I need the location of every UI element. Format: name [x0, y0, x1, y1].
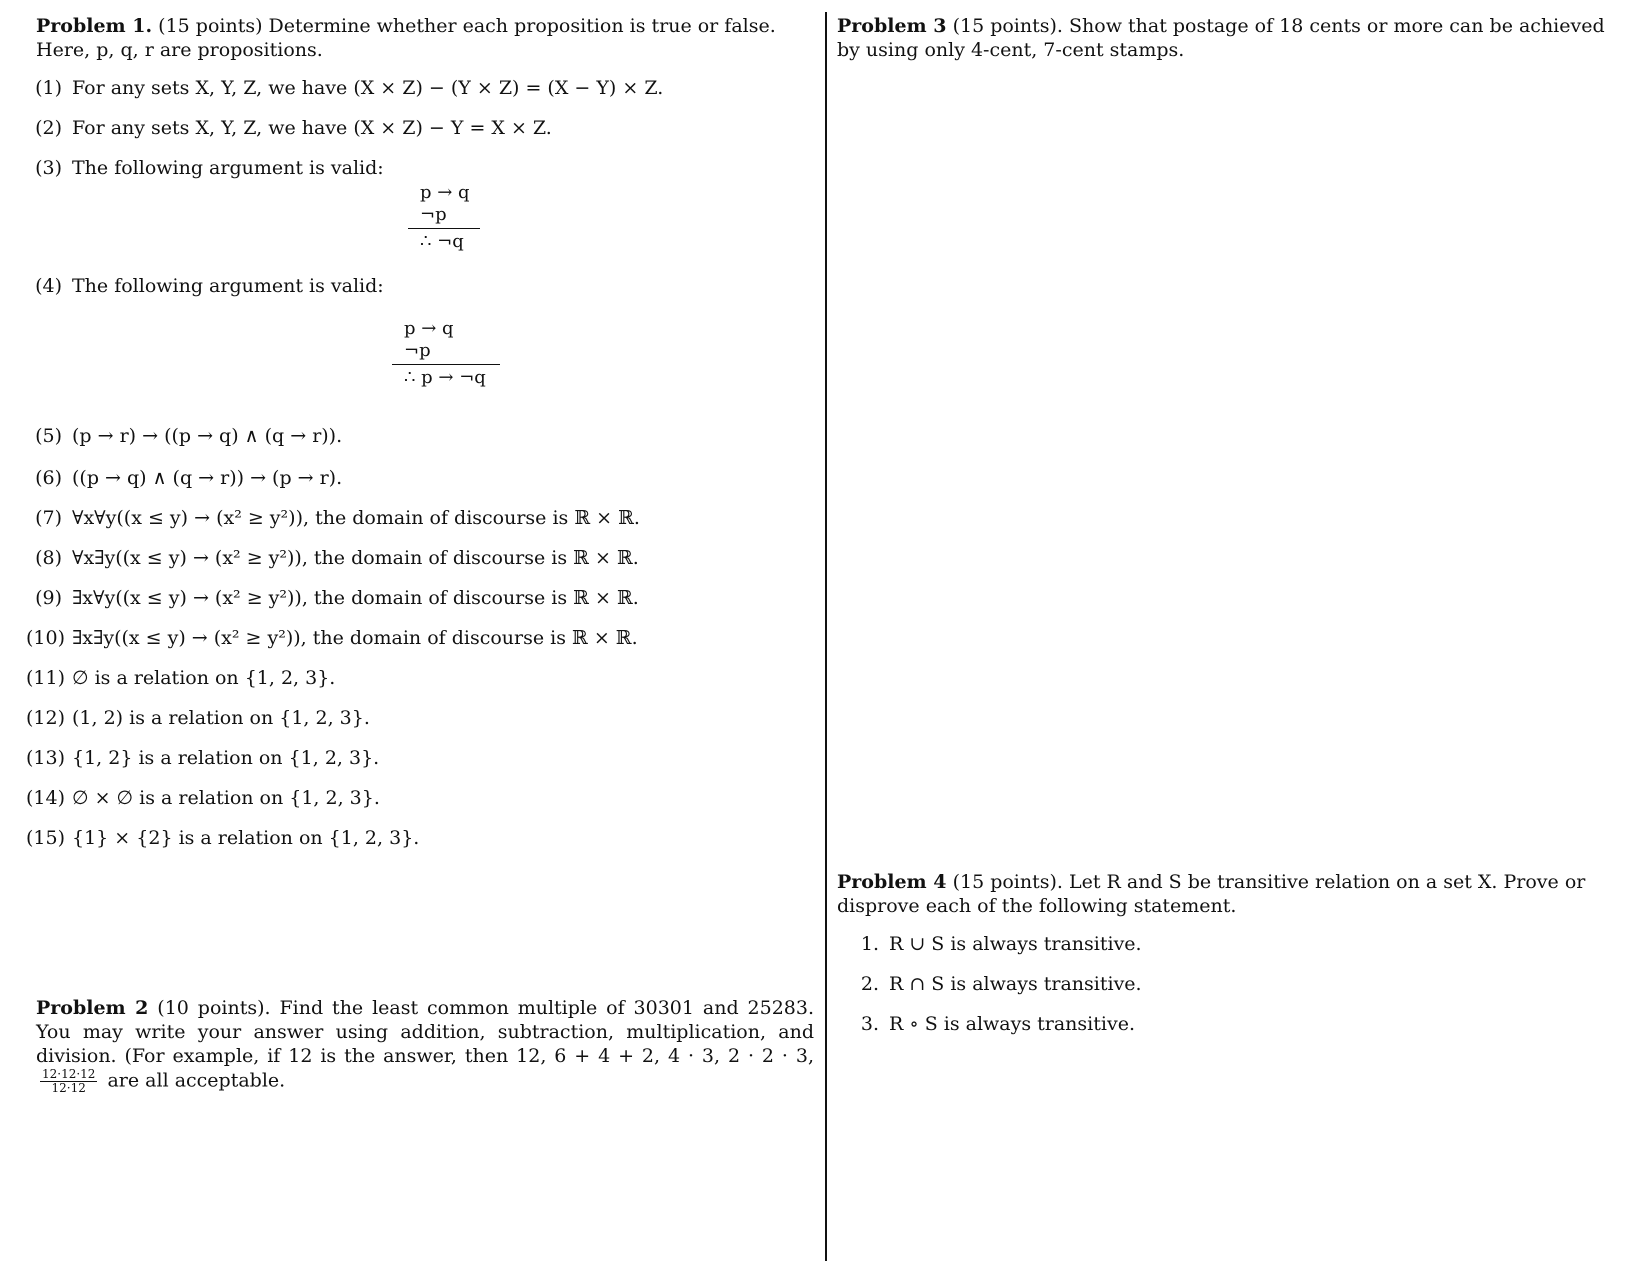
- problem4-item-1: 1. R ∪ S is always transitive.: [860, 933, 1142, 955]
- problem2-text: Find the least common multiple of 30301 and 25283. You may write your answer using addition, subtraction, multiplication, and division. (For example, if 12 is the answer, then 12, 6 + 4 + 2, 4 · 3, 2 · 2 · 3,: [36, 997, 815, 1067]
- problem1-item-13: (13) {1, 2} is a relation on {1, 2, 3}.: [26, 747, 380, 769]
- argument-3: [408, 182, 480, 253]
- problem1-item-1: (1) For any sets X, Y, Z, we have (X × Z) − (Y × Z) = (X − Y) × Z.: [35, 77, 664, 99]
- problem4-text: Let R and S be transitive relation on a set X. Prove or disprove each of the following statement.: [837, 871, 1586, 917]
- problem2-title: Problem 2: [36, 997, 149, 1019]
- problem4-item-2: 2. R ∩ S is always transitive.: [860, 973, 1142, 995]
- problem1-title: Problem 1.: [36, 15, 153, 37]
- problem1-header: [36, 14, 814, 62]
- problem1-item-9: (9) ∃x∀y((x ≤ y) → (x² ≥ y²)), the domain of discourse is ℝ × ℝ.: [35, 587, 639, 609]
- problem3-text: Show that postage of 18 cents or more can be achieved by using only 4-cent, 7-cent stamps.: [837, 15, 1605, 61]
- problem2-points: (10 points).: [157, 997, 271, 1019]
- problem4-item-3: 3. R ∘ S is always transitive.: [860, 1013, 1135, 1035]
- argument-3-premise-1: p → q: [420, 182, 470, 203]
- problem3-title: Problem 3: [837, 15, 947, 37]
- problem1-item-11: (11) ∅ is a relation on {1, 2, 3}.: [26, 667, 336, 689]
- problem1-item-8: (8) ∀x∃y((x ≤ y) → (x² ≥ y²)), the domain of discourse is ℝ × ℝ.: [35, 547, 639, 569]
- argument-4: [392, 318, 500, 389]
- argument-3-conclusion: ∴ ¬q: [420, 231, 464, 252]
- problem2-tail: are all acceptable.: [107, 1069, 286, 1092]
- argument-3-premise-2: ¬p: [420, 204, 447, 225]
- problem1-intro: (15 points) Determine whether each proposition is true or false. Here, p, q, r are propositions.: [36, 15, 776, 61]
- problem1-item-4: (4) The following argument is valid:: [35, 275, 384, 297]
- problem1-item-14: (14) ∅ × ∅ is a relation on {1, 2, 3}.: [26, 787, 380, 809]
- problem1-item-6: (6) ((p → q) ∧ (q → r)) → (p → r).: [35, 467, 343, 489]
- problem4: [837, 870, 1615, 918]
- problem1-item-7: (7) ∀x∀y((x ≤ y) → (x² ≥ y²)), the domain of discourse is ℝ × ℝ.: [35, 507, 640, 529]
- argument-4-rule: [392, 364, 500, 365]
- column-divider: [825, 12, 827, 1261]
- problem1-item-2: (2) For any sets X, Y, Z, we have (X × Z) − Y = X × Z.: [35, 117, 552, 139]
- problem4-title: Problem 4: [837, 871, 947, 893]
- problem3-points: (15 points).: [952, 15, 1063, 37]
- argument-4-conclusion: ∴ p → ¬q: [404, 367, 486, 388]
- problem2-fraction: $\frac{12\cdot 12\cdot 12}{12\cdot 12}$: [42, 1067, 96, 1095]
- problem1-item-15: (15) {1} × {2} is a relation on {1, 2, 3}.: [26, 827, 420, 849]
- problem4-points: (15 points).: [952, 871, 1063, 893]
- problem2: [36, 996, 814, 1095]
- problem1-item-5: (5) (p → r) → ((p → q) ∧ (q → r)).: [35, 425, 343, 447]
- argument-3-rule: [408, 228, 480, 229]
- problem3: [837, 14, 1615, 62]
- argument-4-premise-2: ¬p: [404, 340, 431, 361]
- argument-4-premise-1: p → q: [404, 318, 454, 339]
- problem1-item-10: (10) ∃x∃y((x ≤ y) → (x² ≥ y²)), the domain of discourse is ℝ × ℝ.: [26, 627, 638, 649]
- problem1-item-3: (3) The following argument is valid:: [35, 157, 384, 179]
- problem1-item-12: (12) (1, 2) is a relation on {1, 2, 3}.: [26, 707, 370, 729]
